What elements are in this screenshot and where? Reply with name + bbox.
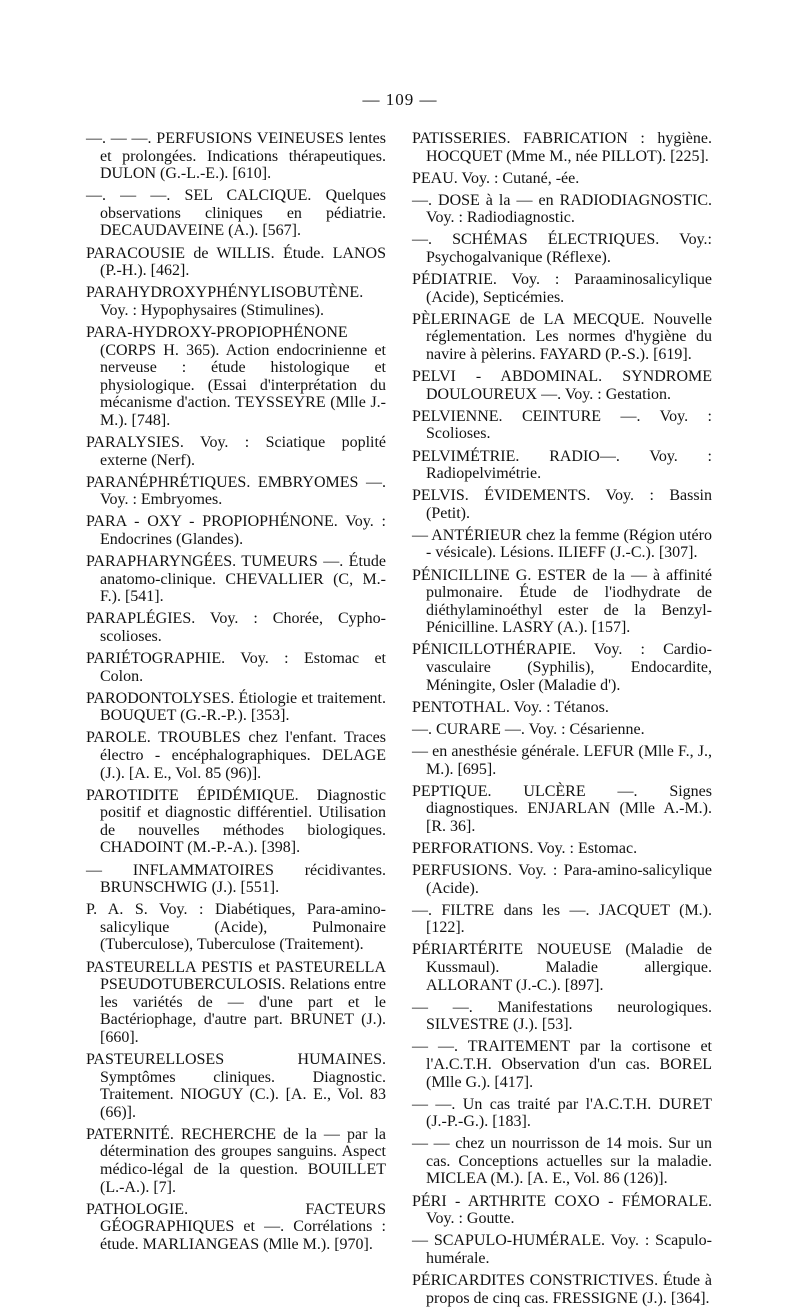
entry-heading: P. A. S. (86, 901, 159, 919)
entry-heading: —. (412, 231, 453, 249)
index-entry (86, 787, 386, 857)
entry-heading: — — (412, 1135, 456, 1153)
entry-heading: —. (412, 901, 442, 919)
index-entry (86, 553, 386, 606)
entry-text: Voy. : Sciatique poplité externe (Nerf). (100, 434, 387, 469)
index-entry (86, 901, 386, 954)
entry-text: RECHERCHE de la — par la détermination des groupes sanguins. Aspect médico-légal de la question. BOUILLET (L.-A.). [7]. (100, 1125, 387, 1196)
entry-heading: PEPTIQUE. (412, 782, 524, 800)
entry-text: COXO - FÉMORALE. Voy. : Goutte. (426, 1192, 713, 1228)
entry-text: HUMAINES. Symptômes cliniques. Diagnostic. Traitement. NIOGUY (C.). [A. E., Vol. 83 (66)]. (100, 1051, 386, 1121)
index-entry (412, 941, 712, 994)
entry-text: TROUBLES chez l'enfant. Traces électro - encéphalographiques. DELAGE (J.). [A. E., Vol. 85 (96)]. (100, 729, 387, 782)
index-entry (86, 434, 386, 469)
entry-text: Voy. : Para-amino-salicylique (Acide). (426, 861, 712, 897)
entry-text: CONSTRICTIVES. Étude à propos de cinq cas. FRESSIGNE (J.). [364]. (426, 1271, 712, 1307)
index-entry (412, 862, 712, 897)
index-entry (86, 324, 386, 430)
index-entry (86, 474, 386, 509)
index-entry (86, 610, 386, 645)
entry-heading: — (412, 1232, 434, 1250)
entry-heading: —. — —. (86, 187, 185, 205)
entry-heading: PAROTIDITE (86, 786, 197, 804)
entry-heading: PARALYSIES. (86, 434, 200, 451)
entry-text: Voy. : Hypophysaires (Stimulines). (100, 301, 324, 319)
index-entry (412, 1135, 712, 1188)
entry-heading: PARAPLÉGIES. (86, 610, 210, 628)
index-entry (86, 245, 386, 280)
index-entry (412, 1232, 712, 1267)
entry-text: Voy. : Endocrines (Glandes). (100, 513, 386, 548)
entry-heading: PÉRICARDITES (412, 1271, 530, 1289)
entry-heading: PÈLERINAGE (412, 310, 520, 328)
entry-text: ULCÈRE —. Signes diagnostiques. ENJARLAN (Mlle A.-M.). [R. 36]. (426, 782, 712, 835)
index-entry (412, 743, 712, 778)
entry-heading: — (86, 861, 133, 879)
entry-text: Étiologie et traitement. BOUQUET (G.-R.-P.). [353]. (100, 689, 386, 725)
index-entry (412, 1096, 712, 1131)
entry-heading: PÉRIARTÉRITE (412, 941, 537, 959)
entry-heading: —. — —. (86, 130, 157, 147)
entry-text: Voy. : Chorée, Cypho-scolioses. (100, 610, 386, 645)
entry-text: INFLAMMATOIRES récidivantes. BRUNSCHWIG (J.). [551]. (100, 861, 386, 897)
entry-text: Voy. : Tétanos. (513, 698, 609, 716)
entry-heading: —. (412, 191, 439, 209)
entry-heading: PÉDIATRIE. (412, 271, 512, 289)
index-entry (412, 448, 712, 483)
left-column (86, 130, 386, 1258)
index-entry (412, 840, 712, 858)
index-entry (412, 231, 712, 266)
entry-text: Voy. : Estomac. (537, 839, 638, 857)
entry-text: CEINTURE —. Voy. : Scolioses. (426, 407, 713, 443)
entry-text: EMBRYOMES —. Voy. : Embryomes. (100, 473, 386, 509)
entry-heading: — —. (412, 998, 498, 1016)
index-entry (412, 721, 712, 739)
entry-text: Voy. : Cutané, -ée. (461, 169, 580, 187)
entry-text: chez un nourrisson de 14 mois. Sur un cas. Conceptions actuelles sur la maladie. MICLEA (M.). [A. E., Vol. 86 (126)]. (426, 1135, 712, 1188)
index-entry (86, 1126, 386, 1196)
entry-heading: PAROLE. (86, 729, 159, 747)
index-entry (86, 130, 386, 183)
entry-text: DOSE à la — en RADIODIAGNOSTIC. Voy. : Radiodiagnostic. (426, 191, 713, 227)
index-entry (86, 959, 386, 1047)
index-entry (412, 487, 712, 522)
index-entry (86, 513, 386, 548)
entry-text: SCHÉMAS ÉLECTRIQUES. Voy.: Psychogalvanique (Réflexe). (426, 231, 713, 267)
entry-text: de LA MECQUE. Nouvelle réglementation. Les normes d'hygiène du navire à pèlerins. FAYARD (P.-S.). [619]. (426, 310, 713, 364)
index-entry (86, 187, 386, 240)
index-entry (412, 311, 712, 364)
entry-text: Voy. : Estomac et Colon. (100, 650, 386, 685)
index-entry (412, 408, 712, 443)
index-entry (412, 170, 712, 188)
index-entry (412, 699, 712, 717)
entry-text: PESTIS et PASTEURELLA PSEUDOTUBERCULOSIS. Relations entre les variétés de — d'une part et le Bactériophage, d'autre part. BRUNET (J.). [660]. (100, 958, 386, 1046)
entry-text: FILTRE dans les —. JACQUET (M.). [122]. (426, 901, 712, 937)
entry-heading: PARODONTOLYSES. (86, 689, 239, 707)
entry-text: SYNDROME DOULOUREUX —. Voy. : Gestation. (426, 368, 712, 403)
entry-heading: PARACOUSIE (86, 244, 194, 262)
entry-text: (CORPS H. 365). Action endocrinienne et nerveuse : étude histologique et physiologique. (Essai d'interprétation du mécanisme d'action. TEYSSEYRE (Mlle J.-M.). [748]. (100, 341, 386, 429)
entry-heading: PATHOLOGIE. (86, 1200, 306, 1218)
entry-text: RADIO—. Voy. : Radiopelvimétrie. (426, 447, 713, 483)
entry-heading: PÉRI - ARTHRITE (412, 1192, 555, 1210)
entry-heading: — (412, 742, 433, 760)
entry-heading: PERFORATIONS. (412, 839, 538, 857)
entry-heading: PÉNICILLINE (412, 566, 516, 584)
entry-text: FABRICATION : hygiène. HOCQUET (Mme M., née PILLOT). [225]. (426, 130, 712, 165)
index-entry (412, 192, 712, 227)
entry-text: SEL CALCIQUE. Quelques observations cliniques en pédiatrie. DECAUDAVEINE (A.). [567]. (100, 187, 386, 240)
index-entry (86, 1201, 386, 1254)
entry-text: Un cas traité par l'A.C.T.H. DURET (J.-P.-G.). [183]. (426, 1095, 713, 1131)
entry-heading: PARANÉPHRÉTIQUES. (86, 473, 258, 491)
entry-heading: PARIÉTOGRAPHIE. (86, 650, 241, 668)
entry-text: Voy. : Paraaminosalicylique (Acide), Septicémies. (426, 271, 712, 306)
entry-heading: PATISSERIES. (412, 130, 524, 147)
entry-heading: PÉNICILLOTHÉRAPIE. (412, 641, 594, 659)
entry-heading: PASTEURELLOSES (86, 1051, 298, 1068)
entry-text: G. ESTER de la — à affinité pulmonaire. Étude de l'iodhydrate de diéthylaminoéthyl ester de la Benzyl-Pénicilline. LASRY (A.). [157]. (426, 566, 712, 637)
page-number: — 109 — (362, 90, 438, 109)
right-column (412, 130, 712, 1312)
entry-text: FACTEURS GÉOGRAPHIQUES et —. Corrélations : étude. MARLIANGEAS (Mlle M.). [970]. (100, 1200, 386, 1253)
entry-heading: PELVIMÉTRIE. (412, 447, 550, 465)
entry-text: SCAPULO-HUMÉRALE. Voy. : Scapulo-humérale. (426, 1232, 713, 1267)
entry-text: TRAITEMENT par la cortisone et l'A.C.T.H. Observation d'un cas. BOREL (Mlle G.). [417]. (426, 1038, 712, 1091)
index-entry (412, 1272, 712, 1307)
index-entry (86, 1051, 386, 1121)
index-entry (412, 1193, 712, 1228)
entry-heading: PEAU. (412, 169, 462, 187)
entry-heading: PARA - OXY - PROPIOPHÉNONE. (86, 513, 346, 531)
index-entry (86, 862, 386, 897)
index-entry (412, 368, 712, 403)
entry-heading: PARAPHARYNGÉES. (86, 553, 242, 571)
entry-heading: PARAHYDROXYPHÉNYLISOBUTÈNE. (86, 284, 364, 302)
entry-text: PERFUSIONS VEINEUSES lentes et prolongées. Indications thérapeutiques. DULON (G.-L.-E.). [610]. (100, 130, 386, 183)
entry-text: TUMEURS —. Étude anatomo-clinique. CHEVALLIER (C, M.-F.). [541]. (100, 553, 386, 606)
index-entry (412, 902, 712, 937)
entry-text: en anesthésie générale. LEFUR (Mlle F., J., M.). [695]. (426, 742, 713, 778)
entry-heading: PELVI - ABDOMINAL. (412, 368, 623, 386)
entry-heading: PATERNITÉ. (86, 1125, 181, 1143)
entry-text: de WILLIS. Étude. LANOS (P.-H.). [462]. (100, 244, 386, 280)
index-entry (412, 999, 712, 1034)
index-entry (412, 783, 712, 836)
entry-heading: PELVIS. (412, 487, 485, 505)
entry-heading: PASTEURELLA (86, 958, 202, 976)
index-entry (412, 1038, 712, 1091)
entry-heading: —. (412, 720, 436, 738)
index-entry (412, 567, 712, 637)
entry-text: ANTÉRIEUR chez la femme (Région utéro - vésicale). Lésions. ILIEFF (J.-C.). [307]. (426, 526, 712, 562)
entry-heading: PARA-HYDROXY-PROPIOPHÉNONE (86, 323, 348, 341)
index-entry (412, 130, 712, 165)
entry-text: ÉVIDEMENTS. Voy. : Bassin (Petit). (426, 487, 712, 522)
entry-heading: — —. (412, 1095, 463, 1113)
index-entry (412, 641, 712, 694)
entry-text: Voy. : Diabétiques, Para-amino-salicylique (Acide), Pulmonaire (Tuberculose), Tuberculose (Traitement). (100, 901, 386, 954)
index-entry (86, 690, 386, 725)
entry-heading: — —. (412, 1038, 468, 1056)
entry-text: Voy. : Cardio-vasculaire (Syphilis), Endocardite, Méningite, Osler (Maladie d'). (426, 641, 712, 694)
index-entry (86, 284, 386, 319)
entry-heading: — (412, 526, 432, 544)
entry-text: ÉPIDÉMIQUE. Diagnostic positif et diagnostic différentiel. Utilisation de nouvelles méthodes biologiques. CHADOINT (M.-P.-A.). [398]. (100, 786, 386, 857)
entry-heading: PERFUSIONS. (412, 861, 519, 879)
entry-text: NOUEUSE (Maladie de Kussmaul). Maladie allergique. ALLORANT (J.-C.). [897]. (426, 941, 713, 994)
entry-text: Manifestations neurologiques. SILVESTRE (J.). [53]. (426, 998, 712, 1034)
index-entry (86, 729, 386, 782)
entry-heading: PELVIENNE. (412, 407, 522, 425)
entry-text: CURARE —. Voy. : Césarienne. (436, 720, 645, 738)
index-entry (412, 527, 712, 562)
index-entry (412, 271, 712, 306)
entry-heading: PENTOTHAL. (412, 698, 514, 716)
index-entry (86, 650, 386, 685)
